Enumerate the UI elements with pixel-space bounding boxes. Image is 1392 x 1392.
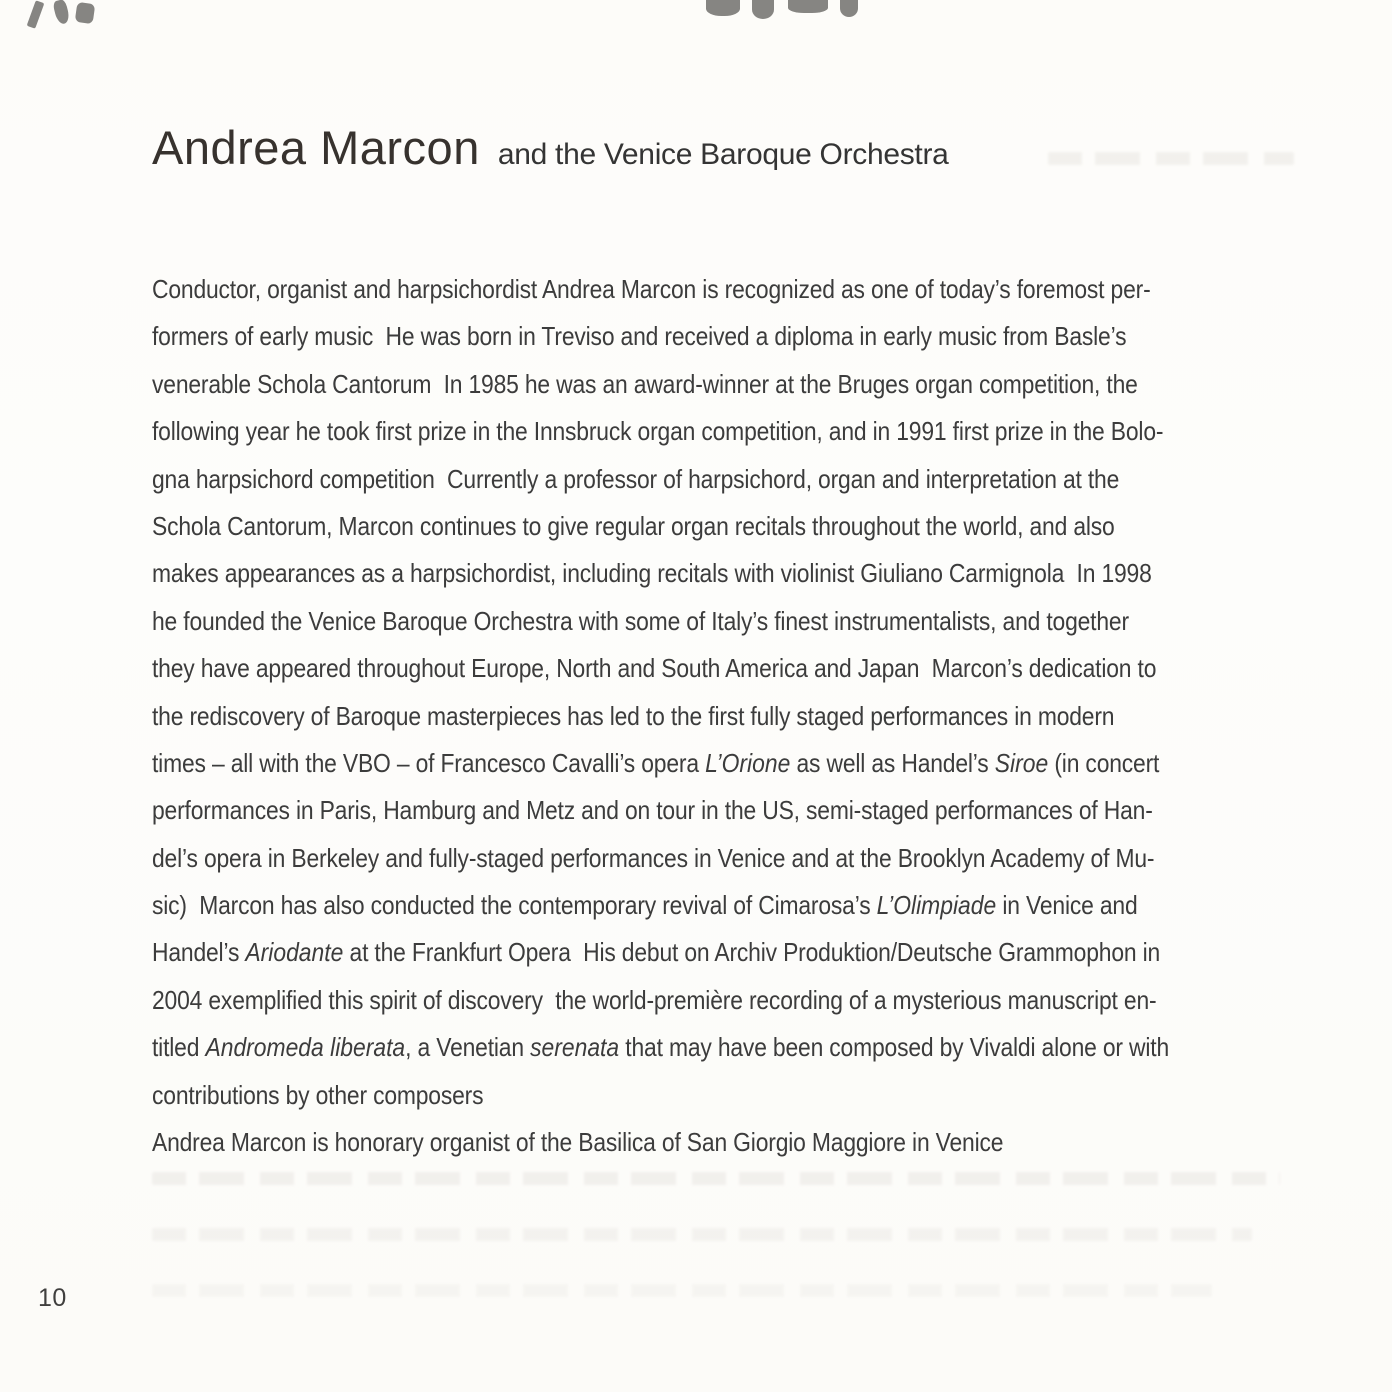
body-line: 2004 exemplified this spirit of discovery the world-première recording of a mysterious manuscript en-: [152, 984, 1157, 1015]
bleed-through-text: [152, 1172, 1280, 1185]
body-line: formers of early music He was born in Treviso and received a diploma in early music from Basle’s: [152, 321, 1127, 352]
body-line: del’s opera in Berkeley and fully-staged performances in Venice and at the Brooklyn Academy of Mu-: [152, 842, 1155, 873]
page-header: [152, 122, 949, 174]
body-line: Handel’s Ariodante at the Frankfurt Opera His debut on Archiv Produktion/Deutsche Grammophon in: [152, 937, 1161, 968]
body-line: makes appearances as a harpsichordist, including recitals with violinist Giuliano Carmignola In 1998: [152, 558, 1152, 589]
scan-artifact: [752, 0, 774, 19]
body-line: the rediscovery of Baroque masterpieces has led to the first fully staged performances in modern: [152, 700, 1115, 731]
scan-artifact: [27, 0, 45, 28]
body-line: sic) Marcon has also conducted the contemporary revival of Cimarosa’s L’Olimpiade in Venice and: [152, 890, 1138, 921]
bleed-through-text: [1048, 152, 1294, 165]
body-line: contributions by other composers: [152, 1079, 484, 1110]
body-line: he founded the Venice Baroque Orchestra with some of Italy’s finest instrumentalists, and together: [152, 605, 1129, 636]
biography-paragraph: [152, 266, 1308, 1166]
scan-artifact: [840, 0, 858, 17]
bleed-through-text: [152, 1284, 1212, 1297]
body-line: Conductor, organist and harpsichordist Andrea Marcon is recognized as one of today’s foremost per-: [152, 274, 1151, 304]
bleed-through-text: [152, 1228, 1252, 1241]
scan-artifact: [788, 0, 828, 13]
page-subtitle: and the Venice Baroque Orchestra: [497, 138, 949, 171]
scan-artifact: [706, 0, 740, 16]
body-line: Schola Cantorum, Marcon continues to give regular organ recitals throughout the world, and also: [152, 510, 1115, 541]
body-line: times – all with the VBO – of Francesco Cavalli’s opera L’Orione as well as Handel’s Siroe (in concert: [152, 747, 1160, 778]
body-line: Andrea Marcon is honorary organist of the Basilica of San Giorgio Maggiore in Venice: [152, 1127, 1004, 1158]
body-line: venerable Schola Cantorum In 1985 he was an award-winner at the Bruges organ competition, the: [152, 368, 1138, 399]
body-line: they have appeared throughout Europe, North and South America and Japan Marcon’s dedication to: [152, 653, 1157, 684]
scan-artifact: [75, 2, 96, 24]
scan-artifact: [52, 0, 70, 25]
page-number: 10: [38, 1284, 67, 1312]
body-line: gna harpsichord competition Currently a professor of harpsichord, organ and interpretation at the: [152, 463, 1120, 494]
body-line: performances in Paris, Hamburg and Metz and on tour in the US, semi-staged performances of Han-: [152, 795, 1153, 826]
body-line: titled Andromeda liberata, a Venetian serenata that may have been composed by Vivaldi alone or with: [152, 1032, 1170, 1063]
body-line: following year he took first prize in the Innsbruck organ competition, and in 1991 first prize in the Bolo-: [152, 416, 1164, 447]
page-title: Andrea Marcon: [152, 121, 480, 174]
